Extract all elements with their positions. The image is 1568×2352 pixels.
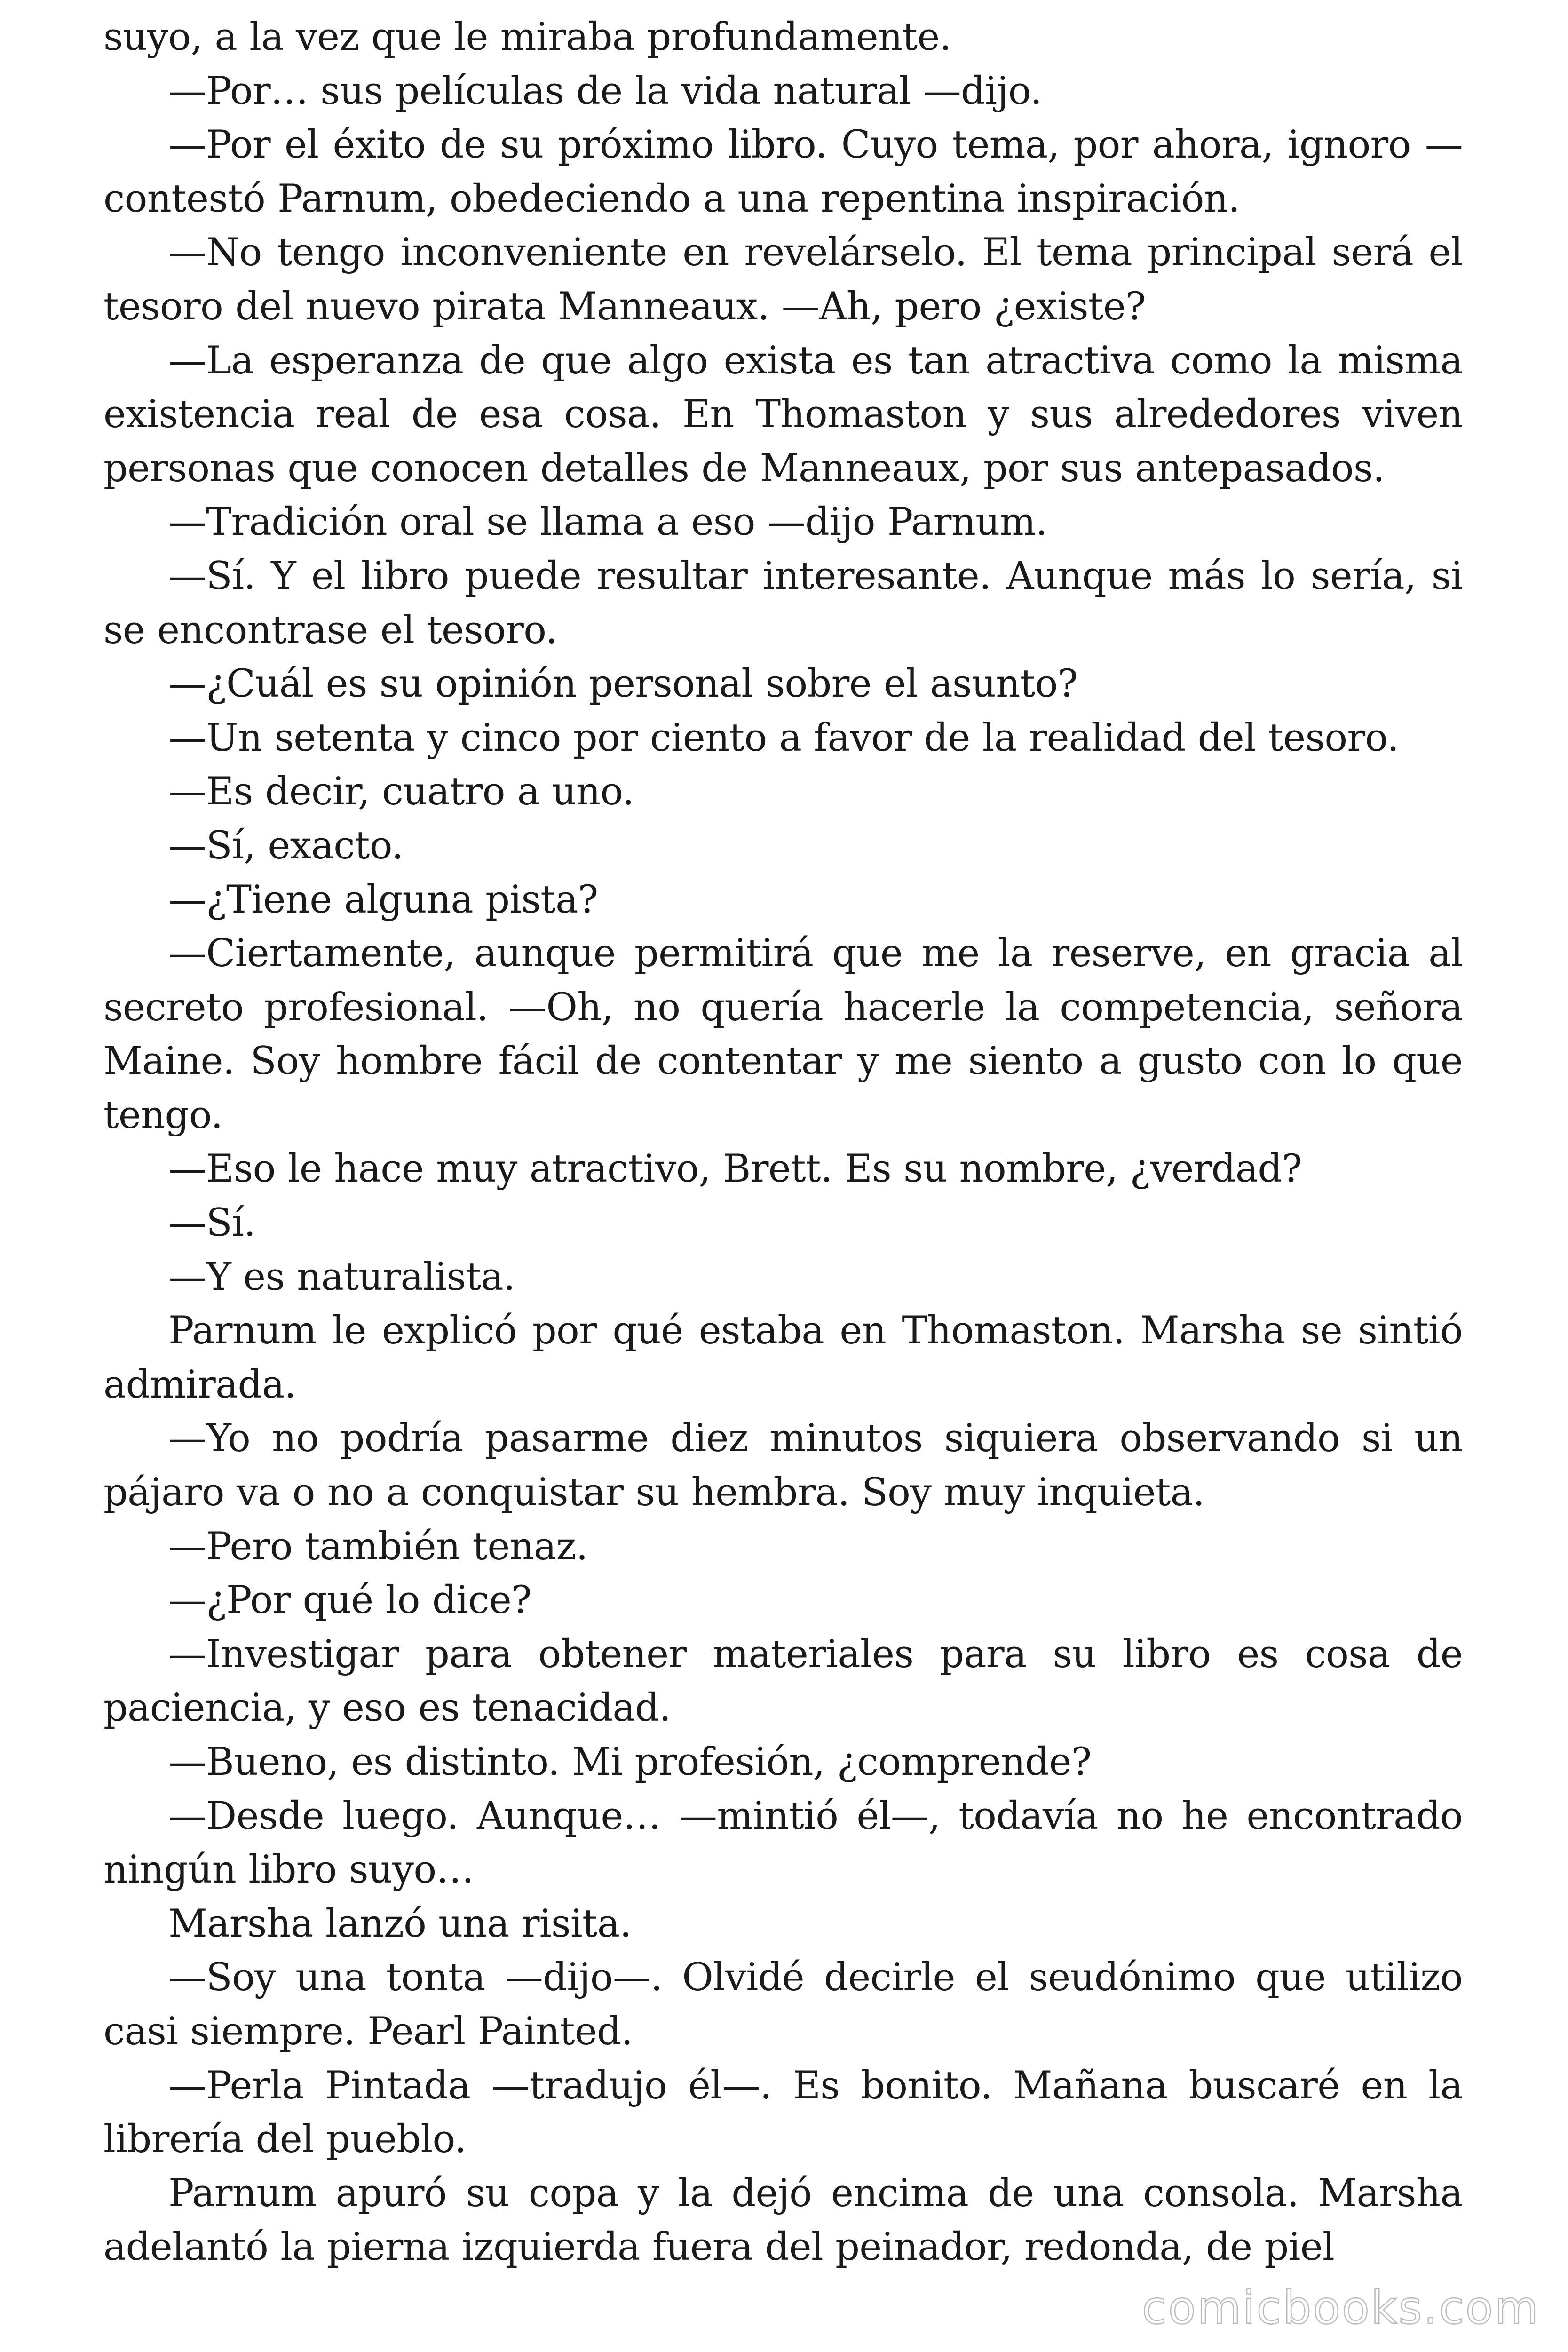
- paragraph: —Sí.: [168, 1201, 256, 1246]
- paragraph: —Es decir, cuatro a uno.: [168, 770, 634, 814]
- watermark: comicbooks.com: [1141, 2281, 1540, 2334]
- paragraph: —Tradición oral se llama a eso —dijo Parnum.: [168, 500, 1047, 545]
- paragraph: —Investigar para obtener materiales para su libro es cosa de paciencia, y eso es tenacidad.: [103, 1632, 1463, 1731]
- paragraph: —Soy una tonta —dijo—. Olvidé decirle el seudónimo que utilizo casi siempre. Pearl Painted.: [103, 1955, 1463, 2054]
- paragraph: Parnum le explicó por qué estaba en Thomaston. Marsha se sintió admirada.: [103, 1309, 1463, 1407]
- paragraph: —La esperanza de que algo exista es tan atractiva como la misma existencia real de esa cosa. En Thomaston y sus alrededores viven personas que conocen detalles de Manneaux, por sus antepasados.: [103, 338, 1463, 491]
- paragraph: Parnum apuró su copa y la dejó encima de una consola. Marsha adelantó la pierna izquierda fuera del peinador, redonda, de piel: [103, 2171, 1463, 2270]
- paragraph: —¿Cuál es su opinión personal sobre el asunto?: [168, 662, 1078, 707]
- paragraph: —¿Por qué lo dice?: [168, 1578, 531, 1623]
- paragraph: —Eso le hace muy atractivo, Brett. Es su nombre, ¿verdad?: [168, 1147, 1302, 1192]
- book-page: [103, 10, 1463, 2334]
- paragraph: —Por… sus películas de la vida natural —dijo.: [168, 69, 1042, 113]
- paragraph: —Por el éxito de su próximo libro. Cuyo tema, por ahora, ignoro —contestó Parnum, obedeciendo a una repentina inspiración.: [103, 123, 1463, 221]
- paragraph: —No tengo inconveniente en revelárselo. El tema principal será el tesoro del nuevo pirata Manneaux. —Ah, pero ¿existe?: [103, 230, 1463, 329]
- paragraph: suyo, a la vez que le miraba profundamente.: [103, 15, 951, 59]
- paragraph: —¿Tiene alguna pista?: [168, 877, 598, 922]
- paragraph: Marsha lanzó una risita.: [168, 1901, 632, 1946]
- paragraph: —Y es naturalista.: [168, 1255, 515, 1299]
- paragraph: —Yo no podría pasarme diez minutos siquiera observando si un pájaro va o no a conquistar su hembra. Soy muy inquieta.: [103, 1416, 1463, 1515]
- paragraph: —Ciertamente, aunque permitirá que me la reserve, en gracia al secreto profesional. —Oh, no quería hacerle la competencia, señora Maine. Soy hombre fácil de contentar y me siento a gusto con lo que tengo.: [103, 931, 1463, 1137]
- paragraph: —Bueno, es distinto. Mi profesión, ¿comprende?: [168, 1740, 1092, 1784]
- paragraph: —Perla Pintada —tradujo él—. Es bonito. Mañana buscaré en la librería del pueblo.: [103, 2063, 1463, 2162]
- paragraph: —Sí. Y el libro puede resultar interesante. Aunque más lo sería, si se encontrase el tesoro.: [103, 554, 1463, 652]
- paragraph: —Pero también tenaz.: [168, 1524, 588, 1569]
- paragraph: —Un setenta y cinco por ciento a favor de la realidad del tesoro.: [168, 715, 1399, 760]
- paragraph: —Sí, exacto.: [168, 823, 404, 868]
- paragraph: —Desde luego. Aunque… —mintió él—, todavía no he encontrado ningún libro suyo…: [103, 1794, 1463, 1892]
